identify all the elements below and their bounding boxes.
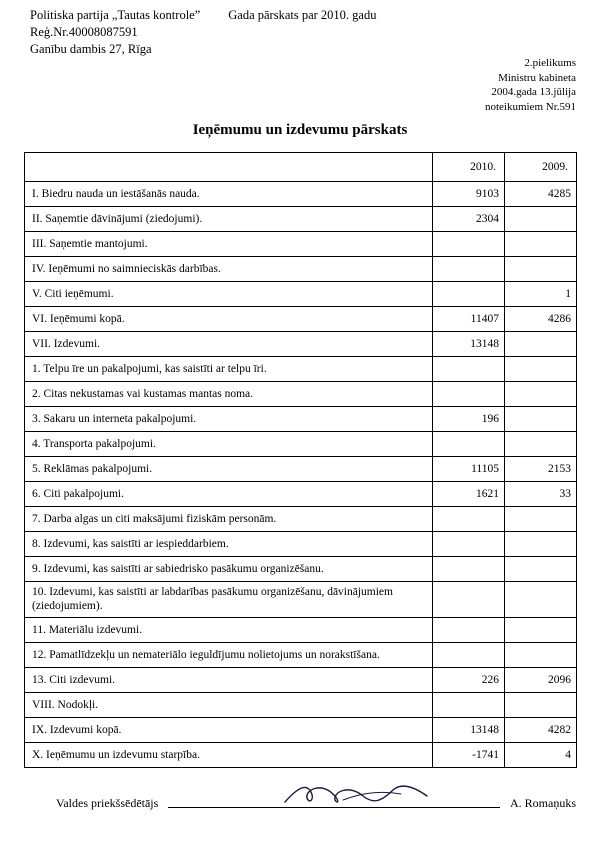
cell-2009: 4282 xyxy=(505,717,577,742)
row-label: 1. Telpu īre un pakalpojumi, kas saistīti ar telpu īri. xyxy=(25,357,433,382)
cell-2010 xyxy=(433,357,505,382)
cell-2010 xyxy=(433,282,505,307)
signature-block xyxy=(56,796,576,811)
organization-name: Politiska partija „Tautas kontrole” xyxy=(30,8,201,22)
row-label: IX. Izdevumi kopā. xyxy=(25,717,433,742)
table-row xyxy=(25,617,577,642)
row-label: 2. Citas nekustamas vai kustamas mantas noma. xyxy=(25,382,433,407)
cell-2010 xyxy=(433,642,505,667)
table-row xyxy=(25,717,577,742)
row-label: IV. Ieņēmumi no saimnieciskās darbības. xyxy=(25,257,433,282)
row-label: III. Saņemtie mantojumi. xyxy=(25,232,433,257)
row-label: V. Citi ieņēmumi. xyxy=(25,282,433,307)
cell-2009 xyxy=(505,507,577,532)
row-label: 12. Pamatlīdzekļu un nemateriālo ieguldījumu nolietojums un norakstīšana. xyxy=(25,642,433,667)
table-row xyxy=(25,457,577,482)
signature-row xyxy=(56,796,576,811)
table-row xyxy=(25,382,577,407)
table-row xyxy=(25,432,577,457)
row-label: II. Saņemtie dāvinājumi (ziedojumi). xyxy=(25,207,433,232)
cell-2010: 1621 xyxy=(433,482,505,507)
cell-2010: -1741 xyxy=(433,742,505,767)
cell-2010 xyxy=(433,432,505,457)
table-row xyxy=(25,667,577,692)
table-row xyxy=(25,307,577,332)
cell-2009: 1 xyxy=(505,282,577,307)
cell-2009 xyxy=(505,557,577,582)
table-row xyxy=(25,532,577,557)
table-row xyxy=(25,407,577,432)
cell-2010 xyxy=(433,507,505,532)
cell-2010: 226 xyxy=(433,667,505,692)
row-label: 13. Citi izdevumi. xyxy=(25,667,433,692)
row-label: 6. Citi pakalpojumi. xyxy=(25,482,433,507)
cell-2009: 2096 xyxy=(505,667,577,692)
document-header xyxy=(30,8,578,57)
table-body xyxy=(25,182,577,768)
cell-2009 xyxy=(505,357,577,382)
annex-line-3: 2004.gada 13.jūlija xyxy=(491,86,576,99)
cell-2009: 4285 xyxy=(505,182,577,207)
cell-2009: 33 xyxy=(505,482,577,507)
row-label: 10. Izdevumi, kas saistīti ar labdarības pasākumu organizēšanu, dāvinājumiem (ziedojumiem). xyxy=(25,582,433,618)
table-row xyxy=(25,207,577,232)
cell-2010 xyxy=(433,532,505,557)
column-header-label xyxy=(25,153,433,182)
report-period-line: Gada pārskats par 2010. gadu xyxy=(228,8,377,22)
cell-2010 xyxy=(433,557,505,582)
table-header xyxy=(25,153,577,182)
row-label: 8. Izdevumi, kas saistīti ar iespieddarbiem. xyxy=(25,532,433,557)
table-header-row xyxy=(25,153,577,182)
row-label: 11. Materiālu izdevumi. xyxy=(25,617,433,642)
row-label: X. Ieņēmumu un izdevumu starpība. xyxy=(25,742,433,767)
signer-name: A. Romaņuks xyxy=(510,796,576,810)
cell-2010: 11407 xyxy=(433,307,505,332)
cell-2010: 2304 xyxy=(433,207,505,232)
row-label: VIII. Nodokļi. xyxy=(25,692,433,717)
cell-2009 xyxy=(505,432,577,457)
row-label: 4. Transporta pakalpojumi. xyxy=(25,432,433,457)
cell-2009 xyxy=(505,532,577,557)
table-row xyxy=(25,742,577,767)
cell-2009 xyxy=(505,382,577,407)
table-row xyxy=(25,357,577,382)
row-label: VI. Ieņēmumi kopā. xyxy=(25,307,433,332)
cell-2010 xyxy=(433,257,505,282)
cell-2009 xyxy=(505,582,577,618)
cell-2009 xyxy=(505,257,577,282)
cell-2010: 13148 xyxy=(433,717,505,742)
annex-reference xyxy=(485,56,576,115)
handwritten-signature-icon xyxy=(281,780,431,806)
table-row xyxy=(25,582,577,618)
cell-2010 xyxy=(433,617,505,642)
row-label: 9. Izdevumi, kas saistīti ar sabiedrisko pasākumu organizēšanu. xyxy=(25,557,433,582)
cell-2010 xyxy=(433,692,505,717)
row-label: VII. Izdevumi. xyxy=(25,332,433,357)
table-row xyxy=(25,232,577,257)
annex-line-2: Ministru kabineta xyxy=(498,71,576,84)
organization-address: Ganību dambis 27, Rīga xyxy=(30,42,152,56)
cell-2010 xyxy=(433,232,505,257)
table-row xyxy=(25,642,577,667)
row-label: 3. Sakaru un interneta pakalpojumi. xyxy=(25,407,433,432)
column-header-2010: 2010. xyxy=(433,153,505,182)
cell-2009: 2153 xyxy=(505,457,577,482)
column-header-2009: 2009. xyxy=(505,153,577,182)
cell-2010 xyxy=(433,382,505,407)
cell-2009 xyxy=(505,207,577,232)
cell-2009 xyxy=(505,332,577,357)
row-label: 7. Darba algas un citi maksājumi fiziskām personām. xyxy=(25,507,433,532)
table-row xyxy=(25,557,577,582)
registration-number: Reģ.Nr.40008087591 xyxy=(30,25,138,39)
table-row xyxy=(25,282,577,307)
cell-2009 xyxy=(505,407,577,432)
table-row xyxy=(25,482,577,507)
cell-2009 xyxy=(505,232,577,257)
signature-line xyxy=(168,806,500,808)
cell-2009 xyxy=(505,692,577,717)
page-title: Ieņēmumu un izdevumu pārskats xyxy=(192,122,408,138)
header-first-line xyxy=(30,8,578,23)
cell-2009: 4 xyxy=(505,742,577,767)
row-label: I. Biedru nauda un iestāšanās nauda. xyxy=(25,182,433,207)
cell-2009 xyxy=(505,617,577,642)
cell-2009 xyxy=(505,642,577,667)
cell-2010: 196 xyxy=(433,407,505,432)
annex-line-4: noteikumiem Nr.591 xyxy=(484,100,576,113)
annex-line-1: 2.pielikums xyxy=(524,57,576,69)
table-row xyxy=(25,507,577,532)
cell-2010 xyxy=(433,582,505,618)
table-row xyxy=(25,692,577,717)
table-row xyxy=(25,257,577,282)
cell-2010: 9103 xyxy=(433,182,505,207)
cell-2009: 4286 xyxy=(505,307,577,332)
report-table xyxy=(24,152,577,768)
cell-2010: 13148 xyxy=(433,332,505,357)
cell-2010: 11105 xyxy=(433,457,505,482)
signature-label: Valdes priekšsēdētājs xyxy=(56,796,159,810)
table-row xyxy=(25,182,577,207)
table-row xyxy=(25,332,577,357)
row-label: 5. Reklāmas pakalpojumi. xyxy=(25,457,433,482)
report-table-container xyxy=(24,152,576,768)
